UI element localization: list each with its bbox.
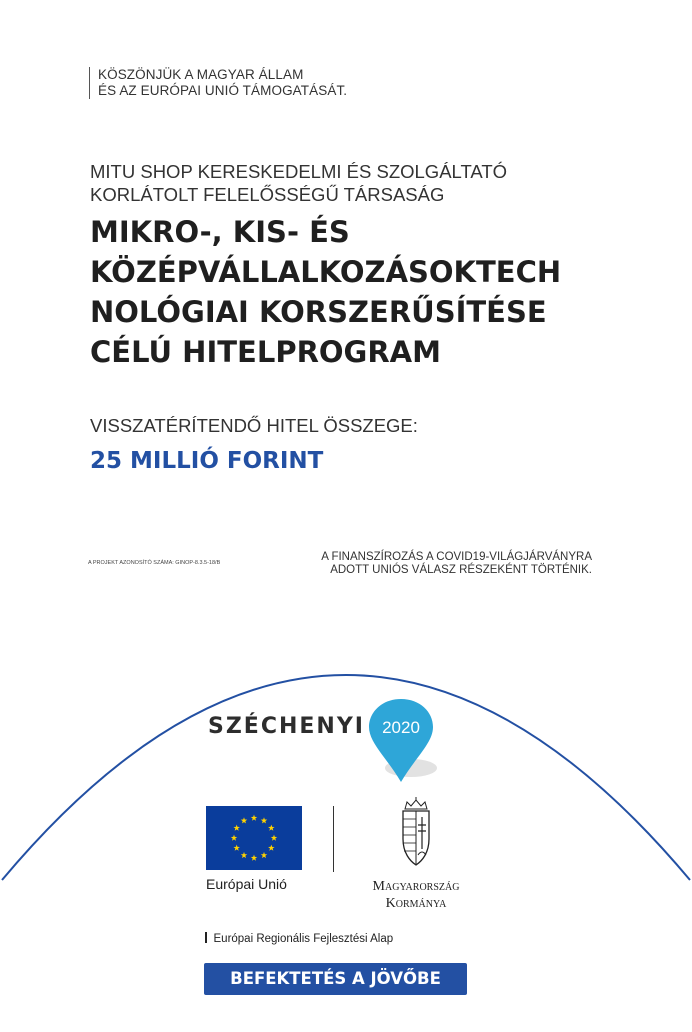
thanks-line-2: ÉS AZ EURÓPAI UNIÓ TÁMOGATÁSÁT. [98, 83, 348, 98]
invest-banner: BEFEKTETÉS A JÖVŐBE [204, 963, 467, 995]
program-line-3: NOLÓGIAI KORSZERŰSÍTÉSE [90, 295, 547, 329]
government-label [356, 878, 476, 912]
eu-label: Európai Unió [206, 876, 287, 892]
thanks-line-1: KÖSZÖNJÜK A MAGYAR ÁLLAM [98, 67, 304, 82]
eu-flag-icon [206, 806, 302, 870]
program-line-4: CÉLÚ HITELPROGRAM [90, 335, 441, 369]
logo-divider [333, 806, 334, 872]
erdf-bar [205, 932, 207, 943]
loan-amount: 25 MILLIÓ FORINT [90, 448, 324, 474]
program-line-1: MIKRO-, KIS- ÉS [90, 215, 350, 249]
project-id: A PROJEKT AZONOSÍTÓ SZÁMA: GINOP-8.3.5-18/B [88, 560, 221, 566]
szechenyi-pin-icon [367, 696, 443, 786]
szechenyi-year: 2020 [382, 718, 420, 737]
szechenyi-logo-text: SZÉCHENYI [208, 714, 365, 739]
erdf-text: Európai Regionális Fejlesztési Alap [213, 933, 394, 945]
hungarian-coat-of-arms-icon [395, 797, 437, 867]
financing-line-2: ADOTT UNIÓS VÁLASZ RÉSZEKÉNT TÖRTÉNIK. [330, 564, 592, 576]
loan-label: VISSZATÉRÍTENDŐ HITEL ÖSSZEGE: [90, 415, 418, 436]
program-line-2: KÖZÉPVÁLLALKOZÁSOKTECH [90, 255, 562, 289]
erdf-label [205, 932, 393, 945]
company-line-2: KORLÁTOLT FELELŐSSÉGŰ TÁRSASÁG [90, 184, 445, 205]
government-line-2: Kormánya [385, 896, 447, 911]
company-line-1: MITU SHOP KERESKEDELMI ÉS SZOLGÁLTATÓ [90, 161, 508, 182]
financing-line-1: A FINANSZÍROZÁS A COVID19-VILÁGJÁRVÁNYRA [321, 551, 592, 563]
government-line-1: Magyarország [372, 879, 460, 894]
